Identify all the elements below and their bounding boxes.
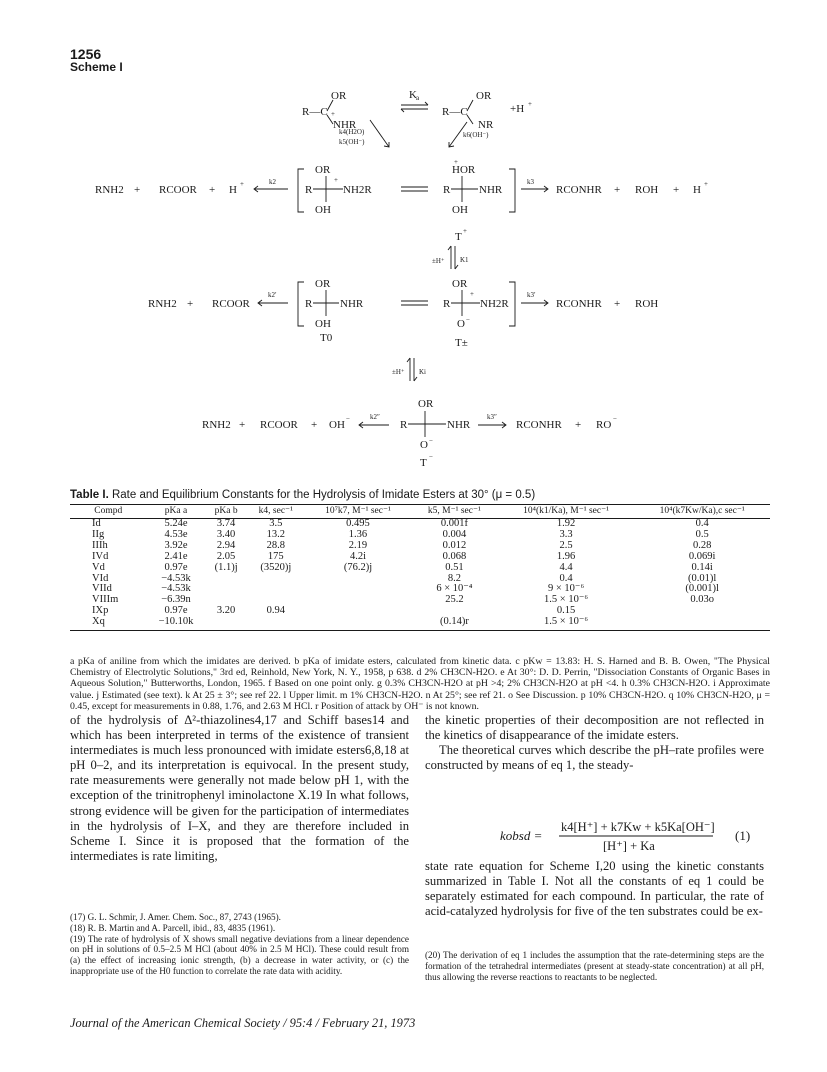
cell [305,595,411,606]
scheme-rc-2: R—C [442,106,468,118]
table-caption [70,489,770,501]
svg-text:+: + [575,419,582,431]
scheme-k3: k3 [527,178,534,186]
cell: (76.2)j [343,561,373,573]
cell: 0.5 [695,528,709,540]
svg-text:−: − [466,316,470,324]
scheme-k3pp: k3″ [487,413,497,421]
reference: (19) The rate of hydrolysis of X shows small negative deviations from a linear dependence on pH in solutions of 0.5–2.5 M HCl (about 40% in 2.5 M HCl). These could result from (a) the effect of increasing ionic strength, (b) a decrease in water activity, or (c) the inappropriate use of the H0 function to correlate the rate data with acidity. [70,933,409,976]
scheme-rconhr-1: RCONHR [556,184,602,196]
cell: IXp [92,605,109,617]
references-left [70,912,409,977]
cell: 2.19 [348,539,368,551]
scheme-k3p: k3′ [527,291,536,299]
cell: 1.5 × 10⁻⁶ [544,594,589,606]
cell: (3520)j [260,561,292,573]
cell: 3.74 [216,518,236,529]
scheme-nr: NR [478,119,494,131]
scheme-or-1: OR [331,90,347,102]
scheme-k2p: k2′ [268,291,277,299]
scheme-oh-2: OH [452,204,468,216]
scheme-k5oh: k5(OH⁻) [339,138,365,146]
cell: −6.39n [161,594,191,606]
scheme-ki: Ki [419,368,426,376]
cell: 1.96 [556,550,576,562]
svg-text:+: + [470,290,474,298]
svg-text:+: + [239,419,246,431]
svg-text:+: + [240,180,244,188]
paragraph: the kinetic properties of their decomposition are not reflected in the kinetics of disappearance of the imidate esters. [425,713,764,743]
cell: 0.069i [688,550,716,562]
cell [305,584,411,595]
col-pka-b: pKa b [206,505,247,519]
cell: 25.2 [445,594,464,606]
svg-text:NHR: NHR [447,419,471,431]
svg-text:R: R [443,184,451,196]
svg-text:RCOOR: RCOOR [260,419,298,431]
cell [206,617,247,630]
cell: 0.51 [445,561,464,573]
cell: (0.14)r [411,617,498,630]
cell: 2.05 [216,550,236,562]
cell [247,584,305,595]
table-row [70,563,770,574]
footnote-right: (20) The derivation of eq 1 includes the assumption that the rate-determining steps are the formation of the tetrahedral intermediates (present at steady-state concentration) at all pH, thus allowing the reverse reactions to reactants to be neglected. [425,950,764,982]
scheme-hplus-1: H [229,184,237,196]
svg-text:OR: OR [452,278,468,290]
col-k7kwka: 10⁴(k7Kw/Ka),c sec⁻¹ [634,505,770,519]
svg-text:−: − [613,415,617,423]
col-k7: 10⁷k7, M⁻¹ sec⁻¹ [305,505,411,519]
cell [305,574,411,585]
equation-numerator: k4[H⁺] + k7Kw + k5Ka[OH⁻] [561,820,715,834]
cell: 28.8 [266,539,285,551]
svg-text:+: + [528,100,532,108]
cell: −4.53k [161,572,191,584]
cell: VIIIm [92,594,119,606]
scheme-k2pp: k2″ [370,413,380,421]
svg-text:+: + [463,227,467,235]
cell: 8.2 [447,572,461,584]
scheme-tpm: T± [455,337,468,349]
scheme-hplus-top: +H [510,103,525,115]
svg-text:+: + [454,158,458,166]
cell [634,617,770,630]
svg-text:+: + [614,184,621,196]
col-k5: k5, M⁻¹ sec⁻¹ [411,505,498,519]
cell: Xq [70,617,146,630]
scheme-or-2: OR [476,90,492,102]
svg-text:−: − [429,437,433,445]
svg-text:R: R [400,419,408,431]
equation-denominator: [H⁺] + Ka [603,839,655,853]
cell: (0.01)l [688,572,717,584]
svg-text:+: + [311,419,318,431]
svg-text:OR: OR [418,398,434,410]
cell: Vd [92,561,105,573]
equation-1 [425,818,764,854]
cell: 0.14i [691,561,713,573]
svg-text:+: + [614,298,621,310]
cell: IIIh [92,539,108,551]
scheme-rcoor-2: RCOOR [212,298,250,310]
svg-text:±H⁺: ±H⁺ [432,257,445,265]
page-number: 1256 [70,46,102,62]
scheme-ka: K [409,89,417,101]
equation-number: (1) [735,828,751,843]
svg-text:−: − [346,415,350,423]
cell: Id [92,518,101,529]
cell: 1.92 [556,518,576,529]
cell: 4.2i [349,550,366,562]
scheme-k1: K1 [460,256,469,264]
col-pka-a: pKa a [146,505,205,519]
scheme-nhr-1: NHR [479,184,503,196]
cell: 0.001f [440,518,468,529]
cell: 0.004 [442,528,467,540]
scheme-rc-1: R—C [302,106,328,118]
svg-text:ROH: ROH [635,298,659,310]
body-right-column [425,713,764,773]
svg-text:a: a [416,94,420,102]
reference: (17) G. L. Schmir, J. Amer. Chem. Soc., 87, 2743 (1965). [70,912,281,922]
cell: 0.97e [164,561,188,573]
table-footnotes: a pKa of aniline from which the imidates are derived. b pKa of imidate esters, calculated from kinetic data. c pKw = 13.83: H. S. Harned and B. B. Owen, "The Physical Chemistry of Electrolytic Solutions," 3rd ed, Reinhold, New York, N. Y., 1958, p 638. d 2% CH3CN-H2O. e At 30°: D. D. Perrin, "Dissociation Constants of Organic Bases in Aqueous Solution," Butterworths, London, 1965. f Based on one point only. g 0.3% CH3CN-H2O at pH >4; 2% CH3CN-H2O at pH <4. h 0.3% CH3CN-H2O. i Approximate value. j Estimated (see text). k At 25 ± 3°; see ref 22. l Upper limit. m 1% CH3CN-H2O. n At 25°; see ref 21. o See Discussion. p 10% CH3CN-H2O. q 10% CH3CN-H2O, μ = 0.45, except for measurements in 0.88, 1.76, and 2.63 M HCl. r Position of attack by OH⁻ is not known. [70,656,770,712]
svg-text:NH2R: NH2R [480,298,509,310]
cell: 2.5 [559,539,573,551]
paragraph: of the hydrolysis of Δ²-thiazolines4,17 and Schiff bases14 and which has been interpreted in terms of the existence of transient intermediates is much less pronounced with imidate esters6,8,18 at pH 0–2, and its interpretation is equivocal. In the present study, rate measurements were generally not made below pH 1, with the exception of the trinitrophenyl iminolactone X.19 In what follows, strong evidence will be given for the participation of intermediates in the hydrolysis of I–X, and they are therefore included in Scheme I. Since it is proposed that the formation of the intermediates is rate limiting, [70,713,409,863]
svg-text:OR: OR [315,278,331,290]
journal-footer: Journal of the American Chemical Society / 95:4 / February 21, 1973 [70,1016,416,1030]
cell: 9 × 10⁻⁶ [547,583,585,595]
cell: 0.068 [442,550,467,562]
svg-text:±H⁺: ±H⁺ [392,368,405,376]
cell: 0.03o [690,594,714,606]
cell [247,574,305,585]
col-k1ka: 10⁴(k1/Ka), M⁻¹ sec⁻¹ [498,505,635,519]
scheme-k4h2o: k4(H2O) [339,128,365,136]
svg-text:RCONHR: RCONHR [516,419,562,431]
scheme-rnh2-2: RNH2 [148,298,177,310]
cell [206,584,247,595]
cell: 1.36 [348,528,368,540]
cell: IIg [92,528,105,540]
cell: 6 × 10⁻⁴ [436,583,473,595]
scheme-t0: T0 [320,332,333,344]
cell: 0.97e [164,605,188,617]
reference: (18) R. B. Martin and A. Parcell, ibid., 83, 4835 (1961). [70,922,276,933]
cell: VId [92,572,109,584]
cell: 3.3 [559,528,573,540]
table-row [70,552,770,563]
rate-constants-table [70,504,770,631]
cell: 3.92e [164,539,188,551]
col-k4: k4, sec⁻¹ [247,505,305,519]
paragraph: The theoretical curves which describe the pH–rate profiles were constructed by means of eq 1, the steady- [425,743,764,773]
svg-text:R: R [305,298,313,310]
cell: IVd [92,550,109,562]
cell: 0.012 [442,539,467,551]
svg-text:RCONHR: RCONHR [556,298,602,310]
table-row [70,617,770,630]
scheme-nh2r-1: NH2R [343,184,372,196]
cell: 2.94 [216,539,236,551]
cell: 5.24e [164,518,188,529]
svg-text:+: + [209,184,216,196]
equation-lhs: kobsd = [500,828,543,843]
svg-text:+: + [331,110,335,118]
scheme-or-3: OR [315,164,331,176]
scheme-oh-1: OH [315,204,331,216]
cell: −10.10k [146,617,205,630]
body-left-column [70,713,409,864]
cell: 0.495 [346,518,370,529]
cell [305,606,411,617]
scheme-k2: k2 [269,178,276,186]
cell [247,617,305,630]
scheme-o-minus-1: O [457,318,465,330]
cell: 1.5 × 10⁻⁶ [498,617,635,630]
cell: 3.20 [216,605,236,617]
svg-text:O: O [420,439,428,451]
cell: (0.001)l [685,583,719,595]
cell: 13.2 [266,528,285,540]
svg-text:H: H [693,184,701,196]
table-caption-text: Rate and Equilibrium Constants for the Hydrolysis of Imidate Esters at 30° (μ = 0.5) [111,489,536,501]
svg-text:+: + [334,176,338,184]
svg-text:R: R [443,298,451,310]
scheme-roh-1: ROH [635,184,659,196]
cell: 175 [267,550,284,562]
svg-text:+: + [187,298,194,310]
scheme-tplus: T [455,231,462,243]
scheme-hor: HOR [452,164,476,176]
svg-text:+: + [673,184,680,196]
cell [305,617,411,630]
svg-text:+: + [704,180,708,188]
svg-text:NHR: NHR [340,298,364,310]
cell: 3.40 [216,528,236,540]
scheme-ro-minus: RO [596,419,612,431]
scheme-k6oh: k6(OH⁻) [463,131,489,139]
scheme-label: Scheme I [70,60,123,74]
body-right-continuation: state rate equation for Scheme I,20 using the kinetic constants summarized in Table I. Not all the constants of eq 1 could be separately estimated for each compound. In particular, the rate of acid-catalyzed hydrolysis for five of the ten substrates could be ex- [425,859,764,919]
svg-text:OH: OH [315,318,331,330]
cell: 0.28 [693,539,712,551]
cell: 4.53e [164,528,188,540]
cell: 4.4 [559,561,573,573]
scheme-ohminus: OH [329,419,345,431]
cell: 0.15 [556,605,576,617]
svg-text:R: R [305,184,313,196]
col-compd: Compd [70,505,146,519]
cell: VIId [92,583,112,595]
cell: (1.1)j [214,561,238,573]
scheme-nhr-top: NHR [333,119,357,131]
svg-text:−: − [429,453,433,461]
svg-text:RNH2: RNH2 [202,419,231,431]
svg-text:+: + [134,184,141,196]
cell: 3.5 [269,518,283,529]
cell: −4.53k [161,583,191,595]
reaction-scheme [0,70,827,482]
cell: 0.4 [695,518,709,529]
scheme-rnh2-1: RNH2 [95,184,124,196]
cell: 2.41e [164,550,188,562]
cell [206,574,247,585]
scheme-tminus: T [420,457,427,469]
table-caption-label: Table I. [70,489,109,501]
scheme-rcoor-1: RCOOR [159,184,197,196]
cell: 0.4 [559,572,573,584]
cell [634,606,770,617]
cell: 0.94 [266,605,285,617]
